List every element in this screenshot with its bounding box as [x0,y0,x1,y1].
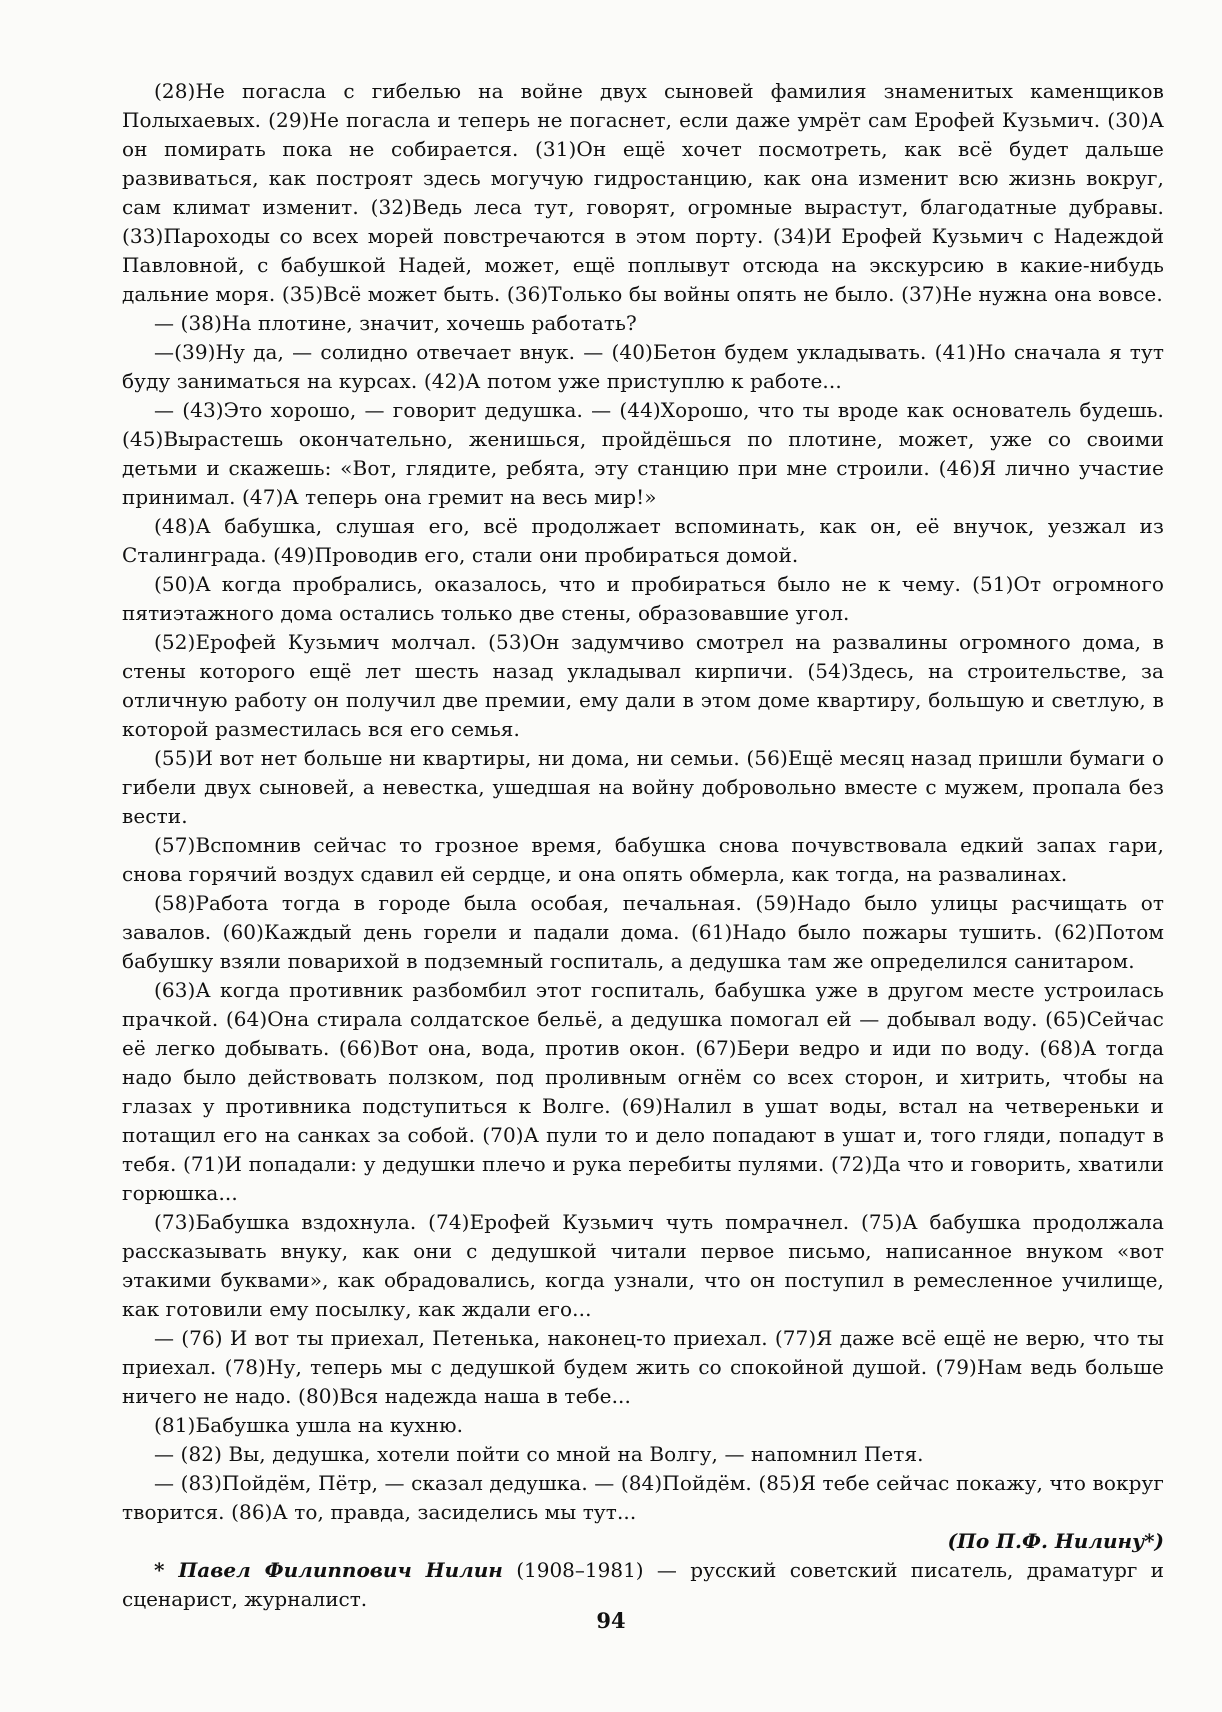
author-footnote [122,1556,1164,1614]
page-number: 94 [596,1608,626,1633]
paragraph: (81)Бабушка ушла на кухню. [154,1413,464,1437]
paragraph: (50)А когда пробрались, оказалось, что и пробираться было не к чему. (51)От огромного пятиэтажного дома остались только две стены, образовавшие угол. [122,572,1164,625]
paragraph: (28)Не погасла с гибелью на войне двух сыновей фамилия знаменитых каменщиков Полыхаевых. (29)Не погасла и теперь не погаснет, если даже умрёт сам Ерофей Кузьмич. (30)А он помирать пока не собирается. (31)Он ещё хочет посмотреть, как всё будет дальше развиваться, как построят здесь могучую гидростанцию, как она изменит всю жизнь вокруг, сам климат изменит. (32)Ведь леса тут, говорят, огромные вырастут, благодатные дубравы. (33)Пароходы со всех морей повстречаются в этом порту. (34)И Ерофей Кузьмич с Надеждой Павловной, с бабушкой Надей, может, ещё поплывут отсюда на экскурсию в какие-нибудь дальние моря. (35)Всё может быть. (36)Только бы войны опять не было. (37)Не нужна она вовсе. [122,79,1164,306]
footnote-marker: * [154,1558,179,1582]
paragraph: (48)А бабушка, слушая его, всё продолжает вспоминать, как он, её внучок, уезжал из Сталинграда. (49)Проводив его, стали они пробираться домой. [122,514,1164,567]
footnote-text: (1908–1981) — русский советский писатель, драматург и сценарист, журналист. [122,1558,1165,1611]
paragraph: — (82) Вы, дедушка, хотели пойти со мной на Волгу, — напомнил Петя. [154,1442,924,1466]
paragraph: —(39)Ну да, — солидно отвечает внук. — (40)Бетон будем укладывать. (41)Но сначала я тут буду заниматься на курсах. (42)А потом уже приступлю к работе... [122,340,1164,393]
paragraph: (73)Бабушка вздохнула. (74)Ерофей Кузьмич чуть помрачнел. (75)А бабушка продолжала рассказывать внуку, как они с дедушкой читали первое письмо, написанное внуком «вот этакими буквами», как обрадовались, когда узнали, что он поступил в ремесленное училище, как готовили ему посылку, как ждали его... [122,1210,1164,1321]
source-attribution: (По П.Ф. Нилину*) [947,1529,1164,1553]
paragraph: — (76) И вот ты приехал, Петенька, наконец-то приехал. (77)Я даже всё ещё не верю, что ты приехал. (78)Ну, теперь мы с дедушкой будем жить со спокойной душой. (79)Нам ведь больше ничего не надо. (80)Вся надежда наша в тебе... [122,1326,1164,1408]
footnote-author-name: Павел Филиппович Нилин [178,1558,503,1582]
paragraph: — (83)Пойдём, Пётр, — сказал дедушка. — (84)Пойдём. (85)Я тебе сейчас покажу, что вокруг творится. (86)А то, правда, засиделись мы тут... [122,1471,1164,1524]
paragraph: (52)Ерофей Кузьмич молчал. (53)Он задумчиво смотрел на развалины огромного дома, в стены которого ещё лет шесть назад укладывал кирпичи. (54)Здесь, на строительстве, за отличную работу он получил две премии, ему дали в этом доме квартиру, большую и светлую, в которой разместилась вся его семья. [122,630,1164,741]
paragraph: (57)Вспомнив сейчас то грозное время, бабушка снова почувствовала едкий запах гари, снова горячий воздух сдавил ей сердце, и она опять обмерла, как тогда, на развалинах. [122,833,1164,886]
paragraph: (55)И вот нет больше ни квартиры, ни дома, ни семьи. (56)Ещё месяц назад пришли бумаги о гибели двух сыновей, а невестка, ушедшая на войну добровольно вместе с мужем, пропала без вести. [122,746,1164,828]
paragraph: (58)Работа тогда в городе была особая, печальная. (59)Надо было улицы расчищать от завалов. (60)Каждый день горели и падали дома. (61)Надо было пожары тушить. (62)Потом бабушку взяли поварихой в подземный госпиталь, а дедушка там же определился санитаром. [122,891,1164,973]
paragraph: — (43)Это хорошо, — говорит дедушка. — (44)Хорошо, что ты вроде как основатель будешь. (45)Вырастешь окончательно, женишься, пройдёшься по плотине, может, уже со своими детьми и скажешь: «Вот, глядите, ребята, эту станцию при мне строили. (46)Я лично участие принимал. (47)А теперь она гремит на весь мир!» [122,398,1164,509]
paragraph: — (38)На плотине, значит, хочешь работать? [154,311,637,335]
paragraph: (63)А когда противник разбомбил этот госпиталь, бабушка уже в другом месте устроилась прачкой. (64)Она стирала солдатское бельё, а дедушка помогал ей — добывал воду. (65)Сейчас её легко добывать. (66)Вот она, вода, против окон. (67)Бери ведро и иди по воду. (68)А тогда надо было действовать ползком, под проливным огнём со всех сторон, и хитрить, чтобы на глазах у противника подступиться к Волге. (69)Налил в ушат воды, встал на четвереньки и потащил его на санках за собой. (70)А пули то и дело попадают в ушат и, того гляди, попадут в тебя. (71)И попадали: у дедушки плечо и рука перебиты пулями. (72)Да что и говорить, хватили горюшка... [122,978,1164,1205]
body-text [122,77,1164,1614]
